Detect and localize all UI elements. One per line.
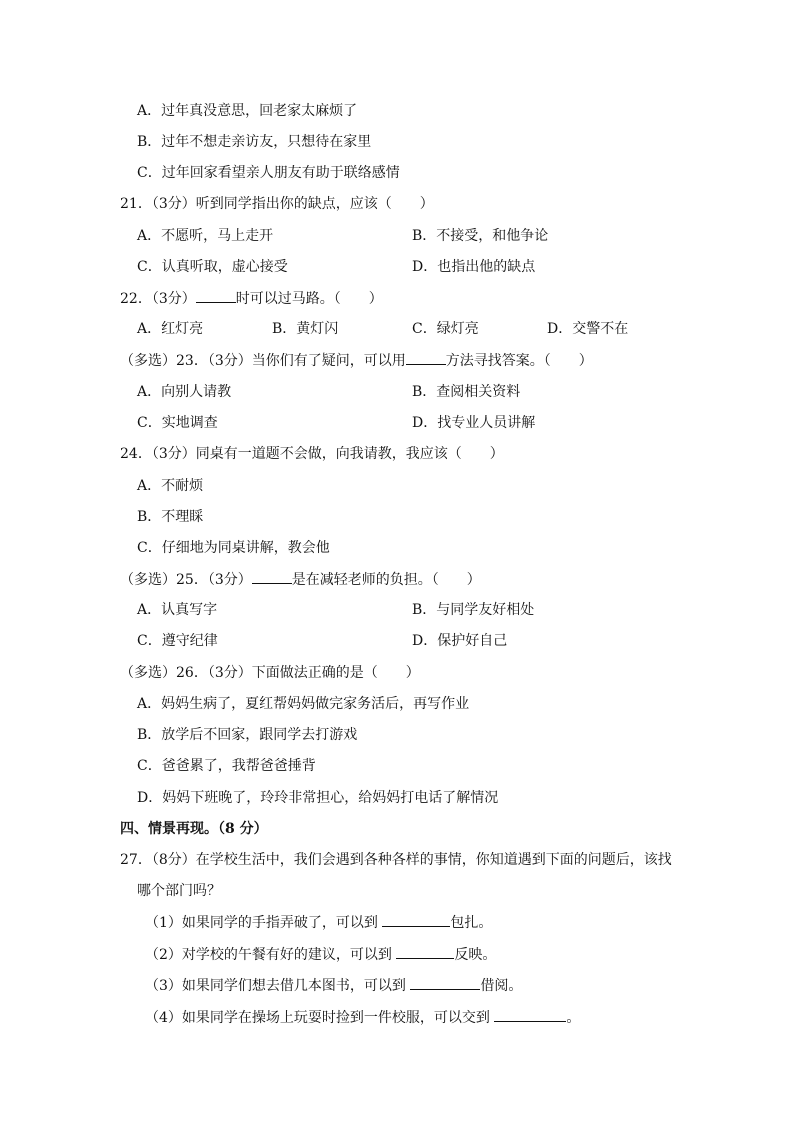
q25-stem-after: 是在减轻老师的负担。（ ）: [291, 572, 481, 588]
q27-item-3-blank[interactable]: [410, 975, 480, 990]
q23-stem-before: （多选）23．（3分）当你们有了疑问，可以用: [120, 353, 406, 369]
q27-item-1-before: （1）如果同学的手指弄破了，可以到: [145, 915, 383, 931]
q27-item-3-before: （3）如果同学们想去借几本图书，可以到: [145, 978, 411, 994]
q21-option-a: A．不愿听，马上走开: [137, 228, 274, 244]
q21-option-d: D．也指出他的缺点: [412, 259, 536, 275]
q27-item-4: [145, 1007, 580, 1028]
q23-stem: [120, 350, 593, 371]
q27-stem-line2: 哪个部门吗？: [137, 883, 221, 899]
q27-item-1: [145, 912, 492, 933]
q22-option-d: D．交警不在: [547, 321, 629, 337]
q23-option-a: A．向别人请教: [137, 384, 232, 400]
q21-option-c: C．认真听取，虚心接受: [137, 259, 288, 275]
q22-stem-before: 22．（3分）: [120, 291, 196, 307]
q25-answer-blank[interactable]: [252, 569, 292, 584]
q27-item-4-before: （4）如果同学在操场上玩耍时捡到一件校服，可以交到: [145, 1010, 495, 1026]
q25-stem: [120, 569, 481, 590]
q21-stem: 21．（3分）听到同学指出你的缺点，应该（ ）: [120, 196, 434, 212]
q27-item-1-blank[interactable]: [382, 912, 450, 927]
q22-stem-after: 时可以过马路。（ ）: [235, 291, 383, 307]
q27-item-4-after: 。: [566, 1010, 581, 1026]
q22-answer-blank[interactable]: [196, 288, 236, 303]
q27-stem-line1: 27．（8分）在学校生活中，我们会遇到各种各样的事情，你知道遇到下面的问题后，该找: [120, 852, 672, 868]
q26-option-c: C．爸爸累了，我帮爸爸捶背: [137, 758, 316, 774]
section-4-heading: 四、情景再现。（8 分）: [120, 821, 268, 837]
q27-item-2-after: 反映。: [454, 947, 497, 963]
q26-option-a: A．妈妈生病了，夏红帮妈妈做完家务活后，再写作业: [137, 696, 470, 712]
q22-option-b: B．黄灯闪: [272, 321, 339, 337]
q23-stem-after: 方法寻找答案。（ ）: [445, 353, 593, 369]
q23-answer-blank[interactable]: [406, 350, 446, 365]
q24-option-b: B．不理睬: [137, 509, 204, 525]
q20-option-a: A．过年真没意思，回老家太麻烦了: [137, 103, 358, 119]
q23-option-d: D．找专业人员讲解: [412, 415, 536, 431]
q27-item-2: [145, 944, 496, 965]
q24-option-c: C．仔细地为同桌讲解，教会他: [137, 540, 330, 556]
q25-option-d: D．保护好自己: [412, 633, 508, 649]
q26-stem: （多选）26．（3分）下面做法正确的是（ ）: [120, 665, 420, 681]
q24-stem: 24．（3分）同桌有一道题不会做，向我请教，我应该（ ）: [120, 446, 504, 462]
q20-option-c: C．过年回家看望亲人朋友有助于联络感情: [137, 165, 400, 181]
q23-option-c: C．实地调查: [137, 415, 218, 431]
q27-item-3: [145, 975, 522, 996]
q21-option-b: B．不接受，和他争论: [412, 228, 549, 244]
q25-option-b: B．与同学友好相处: [412, 602, 535, 618]
q23-option-b: B．查阅相关资料: [412, 384, 521, 400]
q22-option-a: A．红灯亮: [137, 321, 204, 337]
q25-option-a: A．认真写字: [137, 602, 218, 618]
q26-option-b: B．放学后不回家，跟同学去打游戏: [137, 727, 358, 743]
q22-stem: [120, 288, 383, 309]
q27-item-1-after: 包扎。: [450, 915, 493, 931]
q22-option-c: C．绿灯亮: [412, 321, 479, 337]
q20-option-b: B．过年不想走亲访友，只想待在家里: [137, 134, 372, 150]
q27-item-4-blank[interactable]: [494, 1007, 566, 1022]
q26-option-d: D．妈妈下班晚了，玲玲非常担心，给妈妈打电话了解情况: [137, 790, 499, 806]
q27-item-2-before: （2）对学校的午餐有好的建议，可以到: [145, 947, 397, 963]
q27-item-2-blank[interactable]: [396, 944, 454, 959]
q25-stem-before: （多选）25．（3分）: [120, 572, 252, 588]
q27-item-3-after: 借阅。: [480, 978, 523, 994]
q24-option-a: A．不耐烦: [137, 478, 204, 494]
q25-option-c: C．遵守纪律: [137, 633, 218, 649]
